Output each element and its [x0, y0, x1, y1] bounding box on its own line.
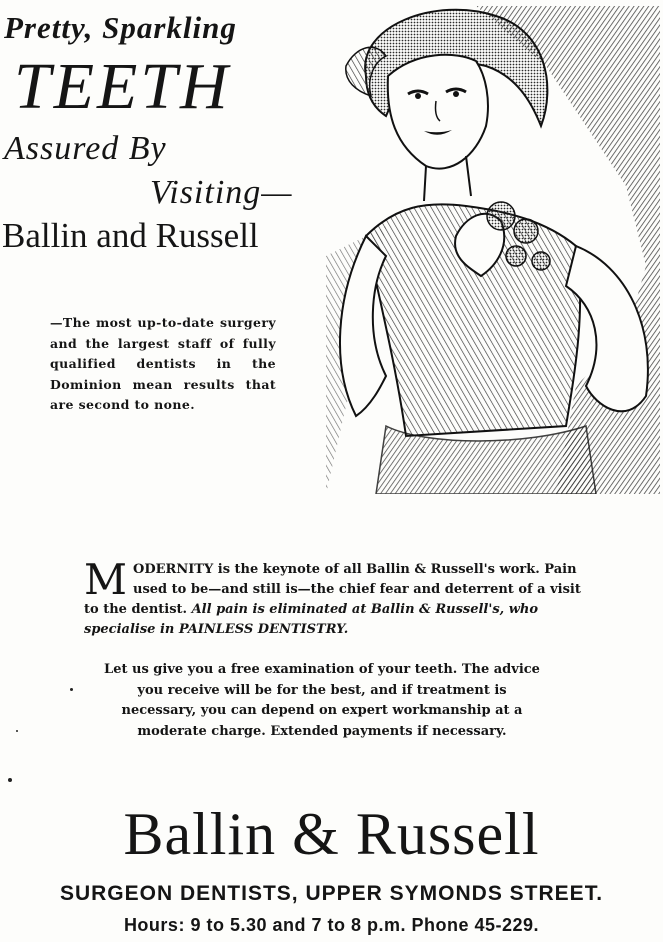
drop-cap: M [84, 555, 128, 604]
side-copy: —The most up-to-date surgery and the largest staff of fully qualified dentists in the Dominion mean results that are second to none. [50, 315, 276, 412]
headline-firm-name: Ballin and Russell [2, 216, 259, 255]
headline-teeth: TEETH [14, 50, 231, 123]
para1-text: ODERNITY is the keynote of all Ballin & Russell's work. Pain used to be—and still is—the chief fear and deterrent of a visit to the dentist. [84, 562, 581, 617]
print-speck [16, 730, 18, 732]
print-speck [70, 688, 73, 691]
woman-portrait-illustration [326, 6, 660, 494]
body-paragraph-2 [104, 660, 540, 742]
headline-assured-by: Assured By [4, 130, 167, 167]
para1-italic: All pain is eliminated at Ballin & Russell's, who specialise in PAINLESS DENTISTRY. [84, 602, 539, 637]
footer-hours: Hours: 9 to 5.30 and 7 to 8 p.m. Phone 45-229. [123, 915, 540, 935]
body-paragraph-1 [84, 555, 584, 640]
footer-subtitle: SURGEON DENTISTS, UPPER SYMONDS STREET. [59, 882, 604, 905]
footer-firm-name: Ballin & Russell [123, 801, 540, 867]
print-speck [8, 778, 12, 782]
para2-text: Let us give you a free examination of your teeth. The advice you receive will be for the best, and if treatment is necessary, you can depend on expert workmanship at a moderate charge. Extended payments if necessary. [104, 662, 540, 739]
headline-pretty-sparkling: Pretty, Sparkling [4, 10, 237, 45]
headline-visiting: Visiting— [150, 174, 293, 211]
